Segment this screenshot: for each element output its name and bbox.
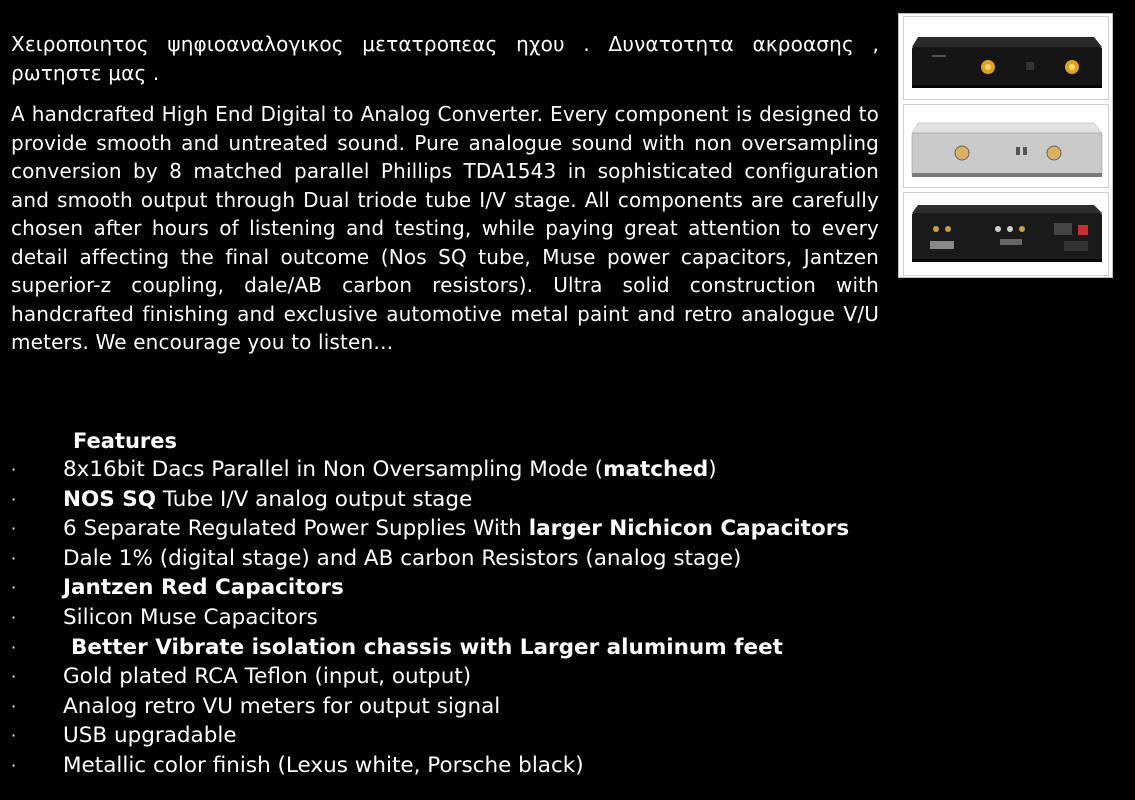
dac-rear-panel-image[interactable] [903,192,1109,276]
vu-meter-right [1047,146,1061,160]
bullet-icon: · [11,637,17,657]
bullet-icon: · [11,607,17,627]
intro-text-block [11,30,879,357]
feature-item: · 6 Separate Regulated Power Supplies With larger Nichicon Capacitors [11,514,911,544]
english-intro-paragraph: A handcrafted High End Digital to Analog Converter. Every component is designed to provide smooth and untreated sound. Pure analogue sound with non oversampling conversion by 8 matched parallel Phillips TDA1543 in sophisticated configuration and smooth output through Dual triode tube I/V stage. All components are carefully chosen after hours of listening and testing, while paying great attention to every detail affecting the final outcome (Nos SQ tube, Muse power capacitors, Jantzen superior-z coupling, dale/AB carbon resistors). Ultra solid construction with handcrafted finishing and exclusive automotive metal paint and retro analogue V/U meters. We encourage you to listen… [11,102,879,354]
feature-item: · Silicon Muse Capacitors [11,603,911,633]
feature-item: · Metallic color finish (Lexus white, Porsche black) [11,751,911,781]
bullet-icon: · [11,519,17,539]
features-heading: Features [73,429,177,453]
silver-dac-front-image[interactable] [903,104,1109,188]
vu-meter-left [955,146,969,160]
bullet-icon: · [11,548,17,568]
feature-item: · Gold plated RCA Teflon (input, output) [11,662,911,692]
bullet-icon: · [11,578,17,598]
greek-intro-paragraph: Χειροποιητος ψηφιοαναλογικος μετατροπεας ηχου . Δυνατοτητα ακροασης , ρωτηστε μας . [11,32,879,85]
product-photo-gallery [898,13,1113,278]
power-switch [1078,225,1088,235]
features-list [11,455,911,781]
bullet-icon: · [11,755,17,775]
bullet-icon: · [11,696,17,716]
feature-item: · 8x16bit Dacs Parallel in Non Oversampling Mode (matched) [11,455,911,485]
bullet-icon: · [11,489,17,509]
bullet-icon: · [11,726,17,746]
feature-item: · NOS SQ Tube I/V analog output stage [11,485,911,515]
bullet-icon: · [11,667,17,687]
feature-item: · Jantzen Red Capacitors [11,573,911,603]
bullet-icon: · [11,460,17,479]
chassis-body [912,213,1102,261]
feature-item: · USB upgradable [11,721,911,751]
black-dac-front-image[interactable] [903,16,1109,100]
chassis-body [912,133,1102,175]
feature-item: · Dale 1% (digital stage) and AB carbon Resistors (analog stage) [11,544,911,574]
feature-item: · Better Vibrate isolation chassis with Larger aluminum feet [11,633,911,663]
feature-item: · Analog retro VU meters for output signal [11,692,911,722]
